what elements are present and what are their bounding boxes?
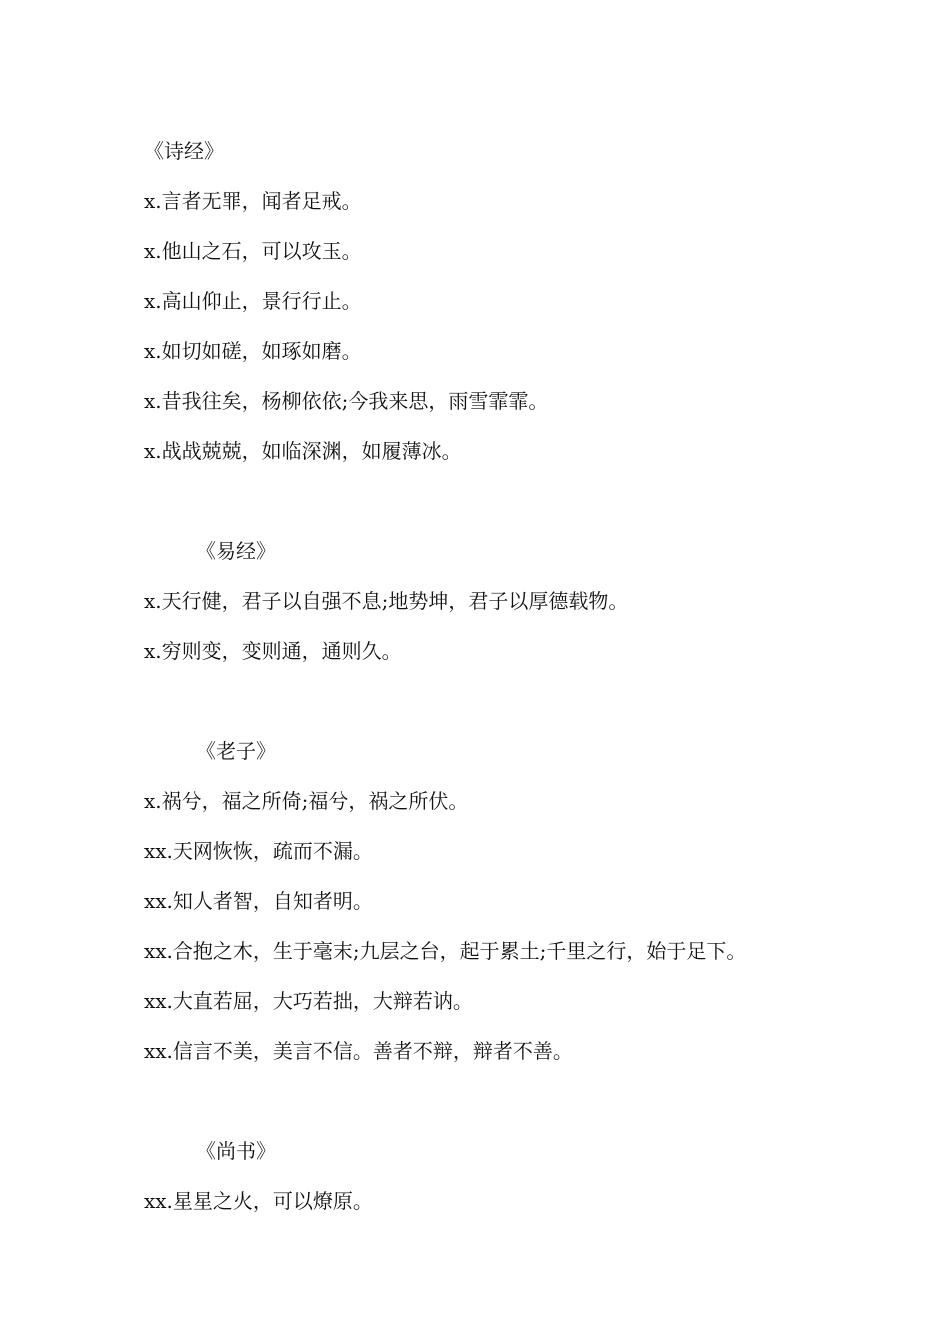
quote-line: x.如切如磋，如琢如磨。: [144, 339, 362, 363]
section-title-shijing: 《诗经》: [144, 139, 224, 163]
section-title-shangshu: 《尚书》: [196, 1139, 276, 1163]
section-title-yijing: 《易经》: [196, 539, 276, 563]
quote-line: xx.信言不美，美言不信。善者不辩，辩者不善。: [144, 1039, 573, 1063]
quote-line: x.穷则变，变则通，通则久。: [144, 639, 402, 663]
quote-line: x.言者无罪，闻者足戒。: [144, 189, 362, 213]
quote-line: xx.大直若屈，大巧若拙，大辩若讷。: [144, 989, 473, 1013]
quote-line: xx.合抱之木，生于毫末;九层之台，起于累土;千里之行，始于足下。: [144, 939, 747, 963]
quote-line: x.他山之石，可以攻玉。: [144, 239, 362, 263]
quote-line: xx.知人者智，自知者明。: [144, 889, 373, 913]
quote-line: xx.天网恢恢，疏而不漏。: [144, 839, 373, 863]
quote-line: x.高山仰止，景行行止。: [144, 289, 362, 313]
quote-line: x.昔我往矣，杨柳依依;今我来思，雨雪霏霏。: [144, 389, 549, 413]
quote-line: xx.星星之火，可以燎原。: [144, 1189, 373, 1213]
section-title-laozi: 《老子》: [196, 739, 276, 763]
quote-line: x.祸兮，福之所倚;福兮，祸之所伏。: [144, 789, 469, 813]
quote-line: x.战战兢兢，如临深渊，如履薄冰。: [144, 439, 462, 463]
quote-line: x.天行健，君子以自强不息;地势坤，君子以厚德载物。: [144, 589, 629, 613]
